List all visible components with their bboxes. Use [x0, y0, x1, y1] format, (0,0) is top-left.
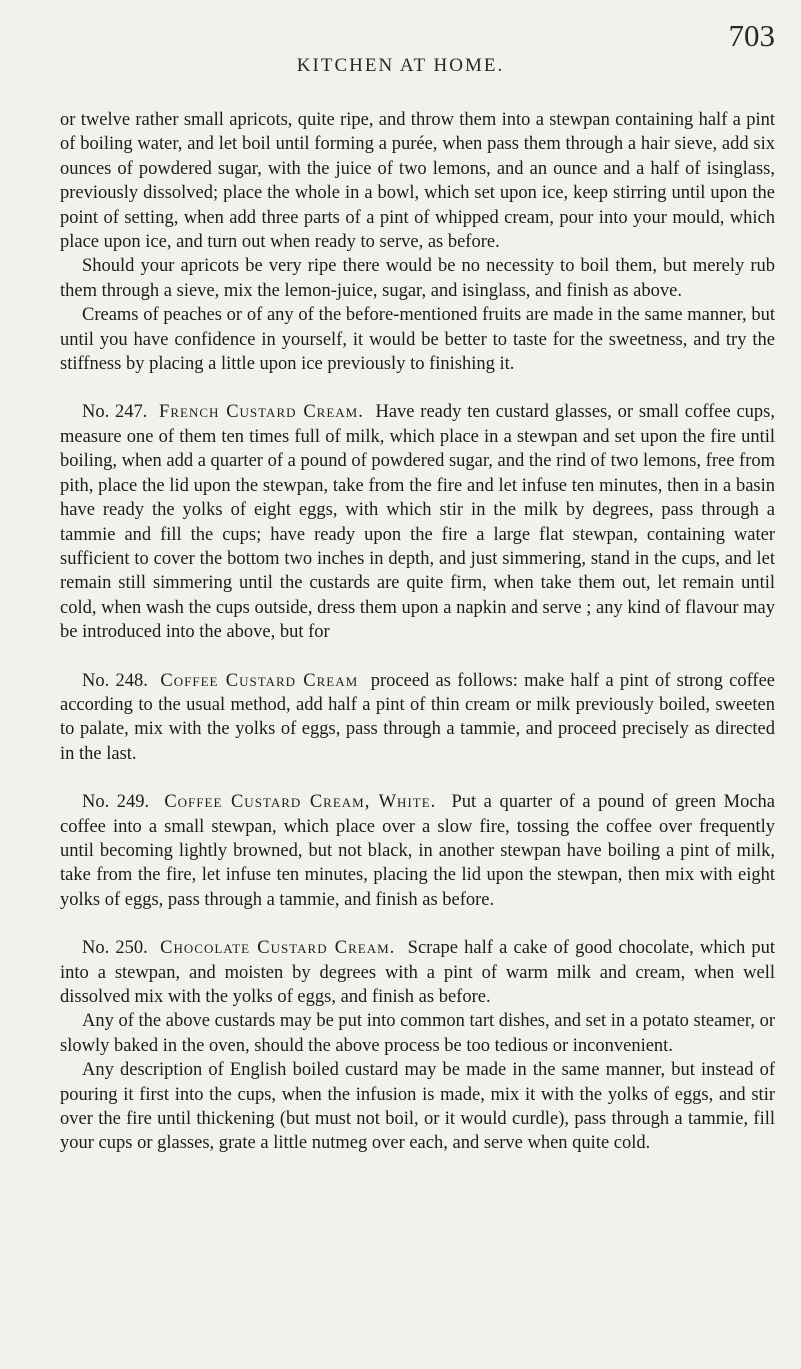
recipe-title: Coffee Custard Cream [160, 670, 359, 691]
recipe-title: Chocolate Custard Cream. [160, 938, 396, 959]
intro-paragraph-3: Creams of peaches or of any of the before-mentioned fruits are made in the same manner, but until you have confidence in yourself, it would be better to taste for the sweetness, and try the stiffness by placing a little upon ice previously to finishing it. [60, 305, 775, 375]
recipe-250 [60, 936, 775, 1009]
recipe-title: French Custard Cream. [159, 402, 364, 423]
recipe-number: No. 247. [82, 402, 148, 423]
intro-paragraph-1: or twelve rather small apricots, quite ripe, and throw them into a stewpan containing half a pint of boiling water, and let boil until forming a purée, when pass them through a hair sieve, add six ounces of powdered sugar, with the juice of two lemons, and an ounce and a half of isinglass, previously dissolved; place the whole in a bowl, which set upon ice, keep stirring until upon the point of setting, when add three parts of a pint of whipped cream, pour into your mould, which place upon ice, and turn out when ready to serve, as before. [60, 110, 775, 253]
closing-paragraph-1: Any of the above custards may be put into common tart dishes, and set in a potato steamer, or slowly baked in the oven, should the above process be too tedious or inconvenient. [60, 1011, 775, 1056]
page-number: 703 [728, 18, 775, 53]
recipe-number: No. 250. [82, 938, 148, 959]
recipe-body: Put a quarter of a pound of green Mocha coffee into a small stewpan, which place over a slow fire, tossing the coffee over frequently until becoming lightly browned, but not black, in another stewpan have boiling a pint of milk, take from the fire, let infuse ten minutes, placing the lid upon the stewpan, then mix with eight yolks of eggs, pass through a tammie, and finish as before. [60, 792, 776, 910]
recipe-248 [60, 669, 775, 767]
recipe-number: No. 248. [82, 670, 148, 691]
recipe-title: Coffee Custard Cream, White. [164, 792, 437, 813]
closing-paragraph-2: Any description of English boiled custard may be made in the same manner, but instead of pouring it first into the cups, when the infusion is made, mix it with the yolks of eggs, and stir over the fire until thickening (but must not boil, or it would curdle), pass through a tammie, fill your cups or glasses, grate a little nutmeg over each, and serve when quite cold. [60, 1060, 775, 1154]
recipe-number: No. 249. [82, 792, 150, 813]
recipe-body: Scrape half a cake of good chocolate, which put into a stewpan, and moisten by degrees with a pint of warm milk and cream, when well dissolved mix with the yolks of eggs, and finish as before. [60, 938, 776, 1007]
recipe-247 [60, 400, 775, 644]
page-body [60, 108, 775, 1156]
running-title: KITCHEN AT HOME. [296, 55, 505, 76]
intro-paragraph-2: Should your apricots be very ripe there would be no necessity to boil them, but merely rub them through a sieve, mix the lemon-juice, sugar, and isinglass, and finish as above. [60, 256, 775, 301]
recipe-body: Have ready ten custard glasses, or small coffee cups, measure one of them ten times full of milk, which place in a stewpan and set upon the fire until boiling, when add a quarter of a pound of powdered sugar, and the rind of two lemons, free from pith, place the lid upon the stewpan, take from the fire and let infuse ten minutes, then in a basin have ready the yolks of eight eggs, with which stir in the milk by degrees, pass through a tammie and fill the cups; have ready upon the fire a large flat stewpan, containing water sufficient to cover the bottom two inches in depth, and just simmering, stand in the cups, and let remain still simmering until the custards are quite firm, when take them out, let remain until cold, when wash the cups outside, dress them upon a napkin and serve ; any kind of flavour may be introduced into the above, but for [60, 402, 775, 643]
recipe-body: proceed as follows: make half a pint of strong coffee according to the usual method, add half a pint of thin cream or milk previously boiled, sweeten to palate, mix with the yolks of eggs, pass through a tammie, and proceed precisely as directed in the last. [60, 670, 776, 764]
recipe-249 [60, 790, 775, 912]
